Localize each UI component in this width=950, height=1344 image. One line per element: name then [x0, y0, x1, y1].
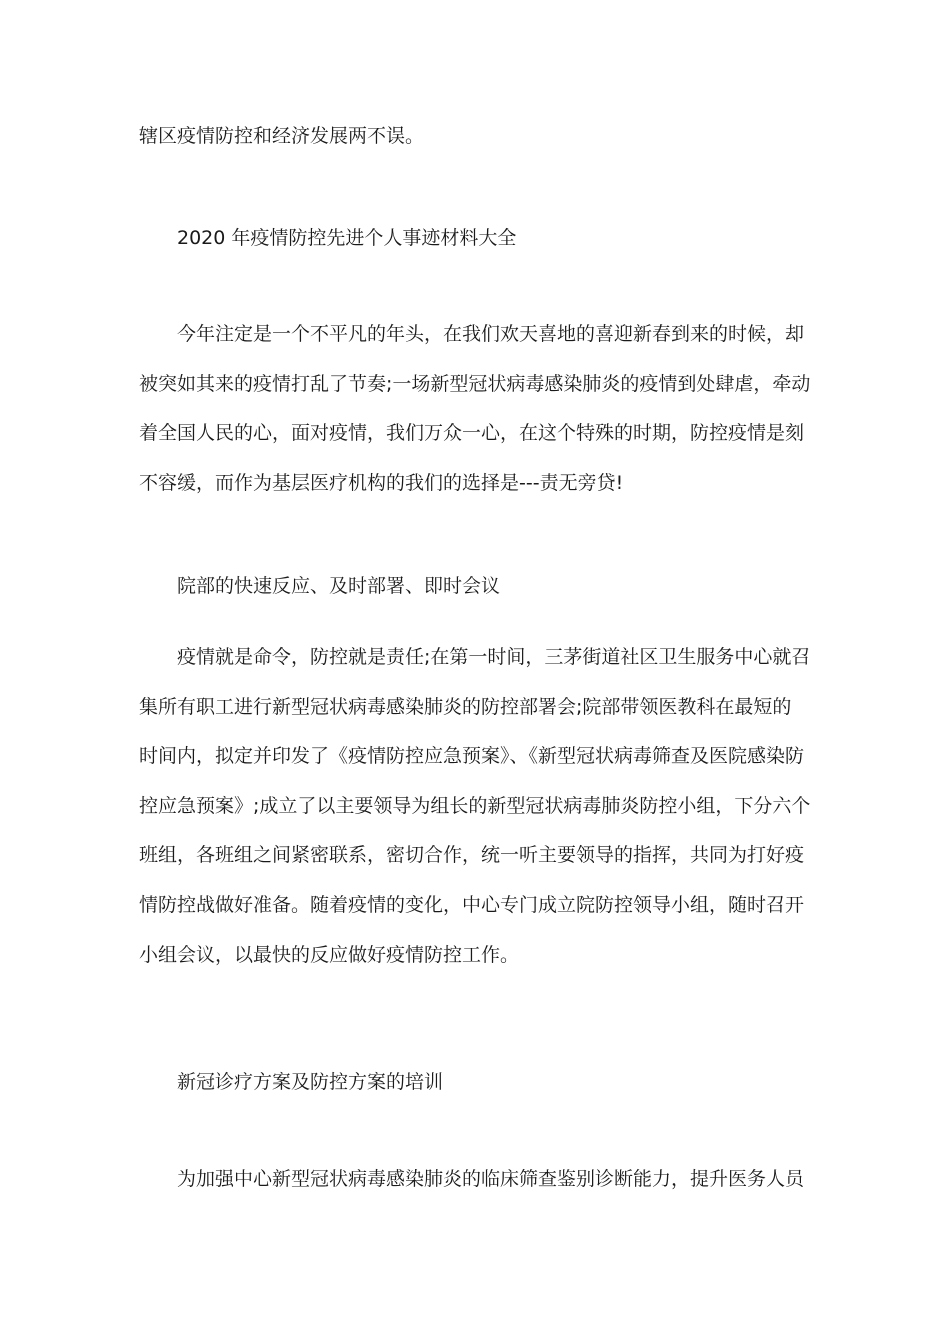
text-line: 集所有职工进行新型冠状病毒感染肺炎的防控部署会;院部带领医教科在最短的: [139, 695, 792, 718]
text-line: 控应急预案》;成立了以主要领导为组长的新型冠状病毒肺炎防控小组，下分六个: [139, 794, 811, 817]
text-line: 今年注定是一个不平凡的年头，在我们欢天喜地的喜迎新春到来的时候，却: [177, 323, 805, 345]
text-line: 情防控战做好准备。随着疫情的变化，中心专门成立院防控领导小组，随时召开: [139, 893, 805, 916]
text-line: 小组会议，以最快的反应做好疫情防控工作。: [139, 943, 520, 966]
text-line: 辖区疫情防控和经济发展两不误。: [139, 125, 425, 147]
text-line: 被突如其来的疫情打乱了节奏;一场新型冠状病毒感染肺炎的疫情到处肆虐，牵动: [139, 372, 811, 395]
section-response-paragraph: [139, 633, 813, 980]
text-line: 为加强中心新型冠状病毒感染肺炎的临床筛查鉴别诊断能力，提升医务人员: [177, 1168, 805, 1190]
text-line: 时间内，拟定并印发了《疫情防控应急预案》、《新型冠状病毒筛查及医院感染防: [139, 745, 805, 768]
text-line: 疫情就是命令，防控就是责任;在第一时间，三茅街道社区卫生服务中心就召: [177, 646, 811, 668]
text-line: 班组，各班组之间紧密联系，密切合作，统一听主要领导的指挥，共同为打好疫: [139, 844, 805, 867]
text-line: 不容缓，而作为基层医疗机构的我们的选择是---责无旁贷!: [139, 471, 624, 494]
continuation-paragraph: [139, 112, 813, 162]
section-heading-training: 新冠诊疗方案及防控方案的培训: [177, 1071, 444, 1093]
section-heading-response: 院部的快速反应、及时部署、即时会议: [177, 575, 501, 597]
text-line: 着全国人民的心，面对疫情，我们万众一心，在这个特殊的时期，防控疫情是刻: [139, 422, 805, 445]
document-title: 2020 年疫情防控先进个人事迹材料大全: [177, 227, 517, 249]
section-training-paragraph: [139, 1155, 813, 1205]
intro-paragraph: [139, 310, 813, 508]
